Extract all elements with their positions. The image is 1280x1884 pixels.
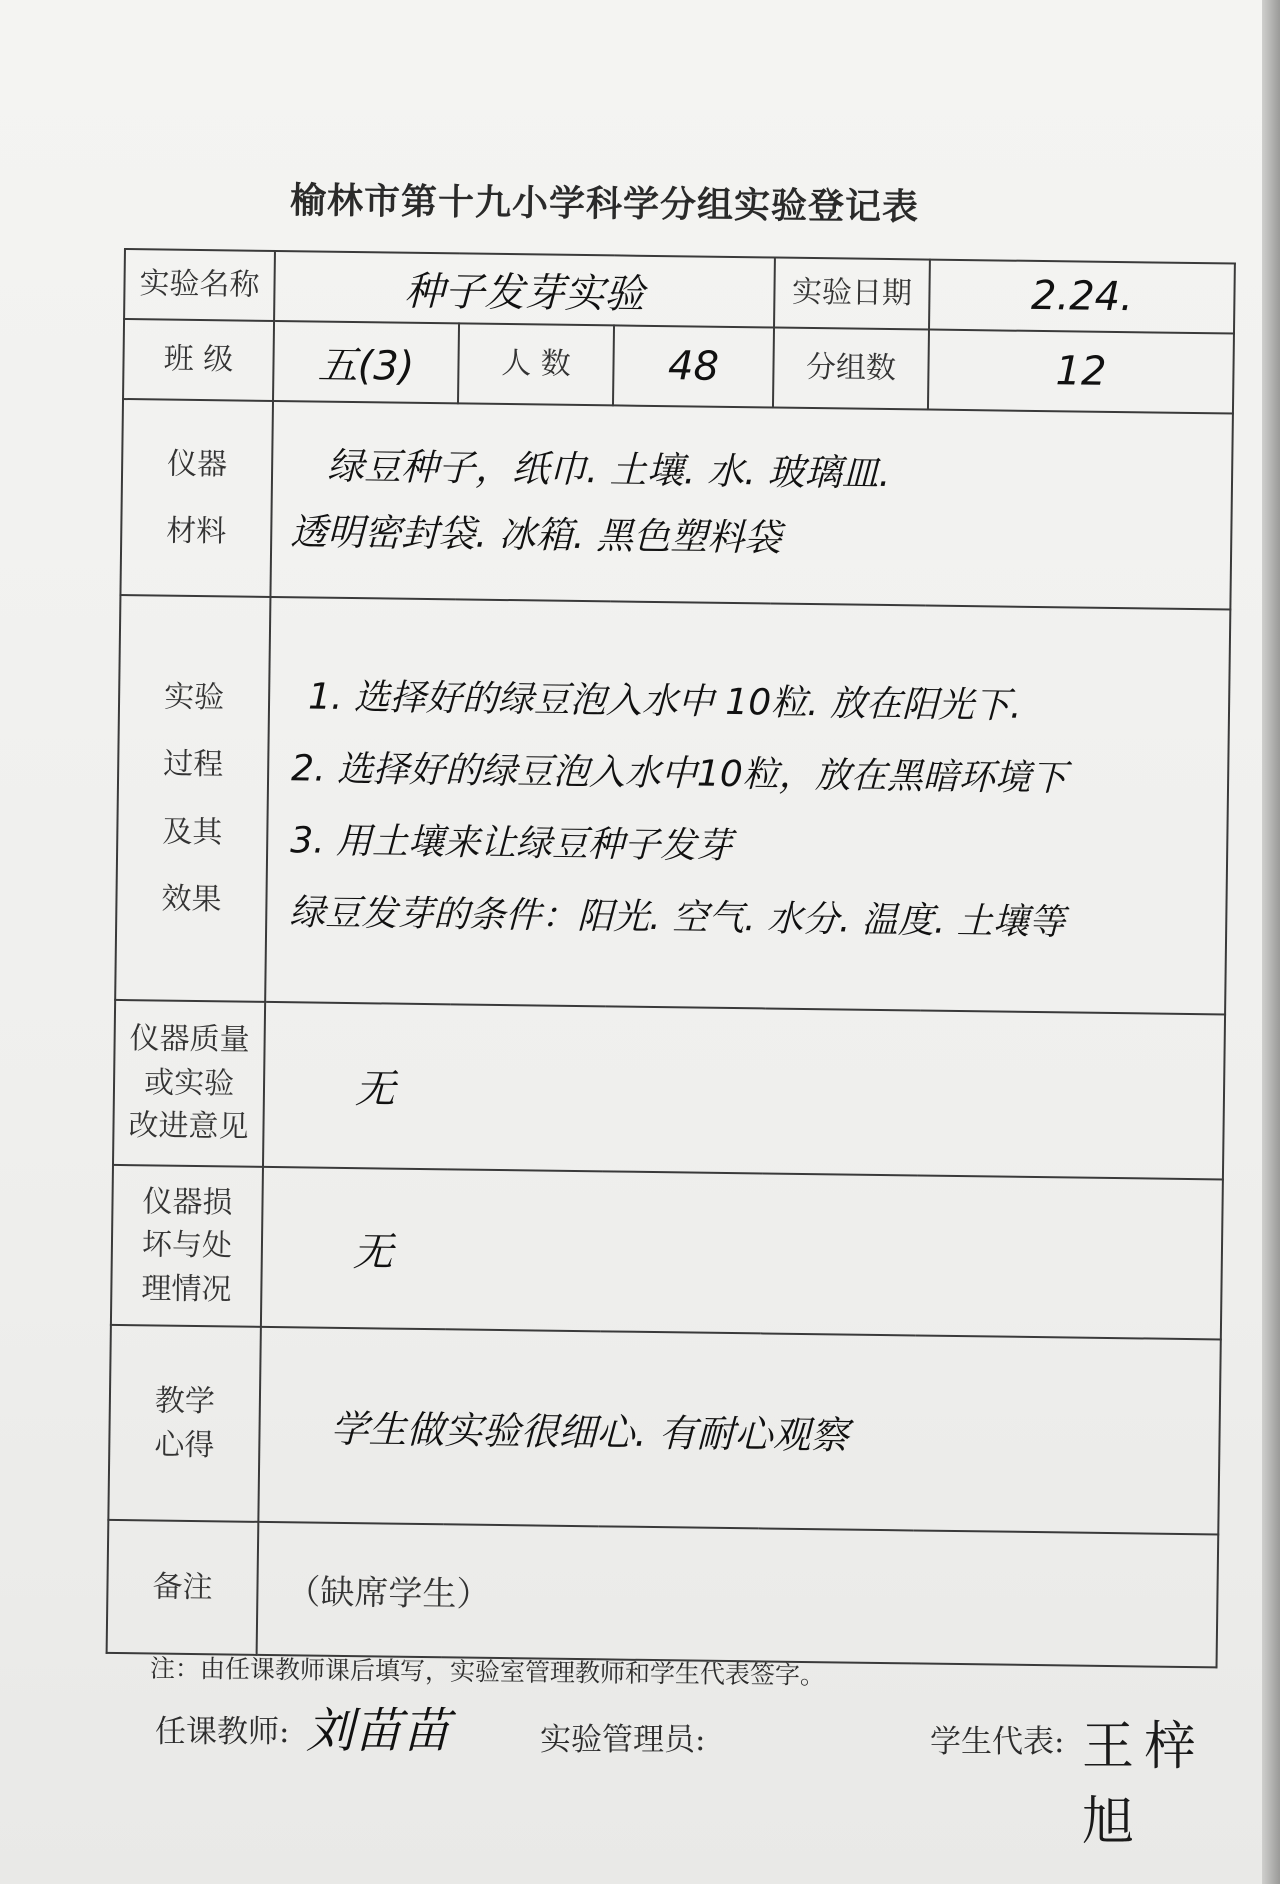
label-line: 效果 [161, 881, 222, 918]
label-process [115, 595, 270, 1002]
value-experiment-name: 种子发芽实验 [274, 251, 775, 328]
value-materials [270, 401, 1233, 610]
label-experiment-name: 实验名称 [124, 249, 275, 321]
value-experiment-date: 2.24. [929, 260, 1235, 334]
student-label: 学生代表: [930, 1724, 1065, 1760]
label-line: 及其 [162, 814, 223, 850]
label-line: 理情况 [141, 1271, 232, 1308]
label-damage [111, 1165, 263, 1327]
materials-line: 绿豆种子，纸巾. 土壤. 水. 玻璃皿. [326, 444, 891, 496]
row-teaching [108, 1325, 1220, 1535]
teacher-signature: 刘苗苗 [306, 1703, 451, 1759]
student-signature: 王梓旭 [1082, 1717, 1207, 1852]
label-line: 过程 [163, 746, 224, 783]
label-line: 教学 [154, 1383, 216, 1420]
process-line: 2. 选择好的绿豆泡入水中10粒，放在黑暗环境下 [290, 747, 1068, 799]
process-line: 绿豆发芽的条件：阳光. 空气. 水分. 温度. 土壤等 [289, 891, 1066, 943]
row-materials [120, 399, 1233, 610]
process-line: 3. 用土壤来让绿豆种子发芽 [289, 819, 733, 867]
label-line: 改进意见 [128, 1108, 249, 1145]
label-count: 人 数 [458, 323, 614, 405]
label-materials [120, 399, 273, 597]
label-line: 仪器 [166, 446, 228, 482]
form-title: 榆林市第十九小学科学分组实验登记表 [289, 179, 920, 229]
label-class: 班 级 [123, 319, 274, 401]
form-note: 注：由任课教师课后填写，实验室管理教师和学生代表签字。 [149, 1653, 826, 1690]
row-quality [113, 1000, 1225, 1180]
row-remarks [107, 1520, 1219, 1668]
admin-label: 实验管理员: [540, 1722, 706, 1758]
label-experiment-date: 实验日期 [774, 258, 930, 330]
value-quality: 无 [263, 1002, 1225, 1180]
value-groups: 12 [928, 330, 1234, 414]
label-line: 坏与处 [141, 1227, 233, 1264]
value-remarks: （缺席学生） [257, 1522, 1219, 1668]
teacher-label: 任课教师: [155, 1714, 290, 1750]
label-teaching [108, 1325, 261, 1522]
row-class-info [123, 319, 1234, 414]
signature-row [0, 1700, 1262, 1852]
materials-line: 透明密封袋. 冰箱. 黑色塑料袋 [290, 510, 782, 560]
label-line: 或实验 [143, 1065, 235, 1102]
label-quality [113, 1000, 265, 1167]
process-line: 1. 选择好的绿豆泡入水中 10粒. 放在阳光下. [307, 675, 1022, 727]
row-process [115, 595, 1230, 1014]
label-remarks: 备注 [107, 1520, 259, 1655]
label-groups: 分组数 [773, 328, 929, 410]
label-line: 实验 [163, 679, 225, 715]
value-process [265, 597, 1230, 1015]
value-teaching: 学生做实验很细心. 有耐心观察 [258, 1327, 1221, 1535]
paper-edge-shadow [1262, 0, 1280, 1884]
label-line: 仪器质量 [129, 1021, 250, 1058]
value-damage: 无 [261, 1167, 1223, 1340]
label-line: 材料 [166, 513, 227, 550]
value-count: 48 [613, 325, 774, 407]
label-line: 仪器损 [142, 1184, 233, 1221]
registration-form [106, 248, 1234, 1666]
label-line: 心得 [154, 1427, 215, 1463]
row-damage [111, 1165, 1223, 1340]
value-class: 五(3) [273, 321, 459, 403]
